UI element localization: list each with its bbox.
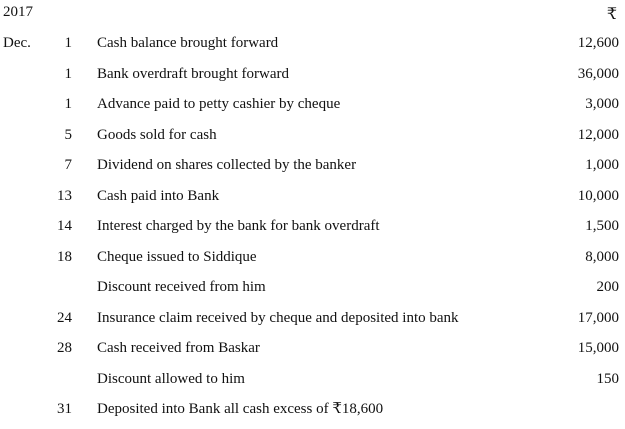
transaction-row: [0, 215, 625, 246]
transaction-description: Advance paid to petty cashier by cheque: [97, 96, 341, 112]
day-label: 1: [64, 96, 72, 112]
transaction-row: [0, 32, 625, 63]
day-label: 24: [57, 309, 72, 326]
month-label: Dec.: [3, 35, 31, 51]
transaction-description: Bank overdraft brought forward: [97, 65, 290, 82]
transaction-description: Cash paid into Bank: [97, 187, 220, 204]
transaction-description: Interest charged by the bank for bank overdraft: [97, 218, 380, 234]
day-label: 1: [64, 65, 72, 82]
transaction-row: [0, 368, 625, 399]
transaction-row: [0, 307, 625, 338]
transaction-description: Deposited into Bank all cash excess of ₹18,600: [97, 401, 384, 417]
transaction-amount: 36,000: [577, 65, 619, 82]
transaction-amount: 17,000: [577, 309, 619, 326]
day-label: 31: [57, 401, 72, 417]
transaction-row: [0, 124, 625, 155]
transaction-amount: 1,000: [585, 157, 619, 173]
transaction-row: [0, 63, 625, 94]
transaction-amount: 150: [596, 370, 619, 387]
transaction-description: Insurance claim received by cheque and deposited into bank: [97, 309, 459, 326]
day-label: 28: [57, 340, 72, 356]
transaction-row: [0, 93, 625, 124]
transaction-amount: 8,000: [585, 248, 619, 265]
transaction-description: Discount allowed to him: [97, 370, 245, 387]
transaction-amount: 15,000: [577, 340, 619, 356]
transaction-amount: 3,000: [585, 96, 619, 112]
year-heading: 2017: [3, 4, 33, 20]
transaction-row: [0, 276, 625, 307]
transaction-amount: 12,000: [577, 126, 619, 143]
transaction-row: [0, 337, 625, 368]
transaction-amount: 200: [596, 279, 619, 295]
transaction-description: Dividend on shares collected by the banker: [97, 157, 357, 173]
transaction-row: [0, 246, 625, 277]
transaction-amount: 1,500: [585, 218, 619, 234]
transaction-row: [0, 398, 625, 429]
transaction-row: [0, 185, 625, 216]
transaction-description: Cash balance brought forward: [97, 35, 279, 51]
day-label: 14: [57, 218, 72, 234]
transaction-description: Cheque issued to Siddique: [97, 248, 257, 265]
day-label: 5: [64, 126, 72, 143]
transaction-description: Goods sold for cash: [97, 126, 217, 143]
day-label: 13: [57, 187, 72, 204]
transaction-list: [0, 32, 625, 429]
rupee-currency-heading: ₹: [606, 6, 617, 23]
transaction-description: Discount received from him: [97, 279, 266, 295]
day-label: 1: [64, 35, 72, 51]
transaction-amount: 12,600: [577, 35, 619, 51]
transaction-description: Cash received from Baskar: [97, 340, 260, 356]
day-label: 7: [64, 157, 72, 173]
transaction-row: [0, 154, 625, 185]
transaction-amount: 10,000: [577, 187, 619, 204]
day-label: 18: [57, 248, 72, 265]
